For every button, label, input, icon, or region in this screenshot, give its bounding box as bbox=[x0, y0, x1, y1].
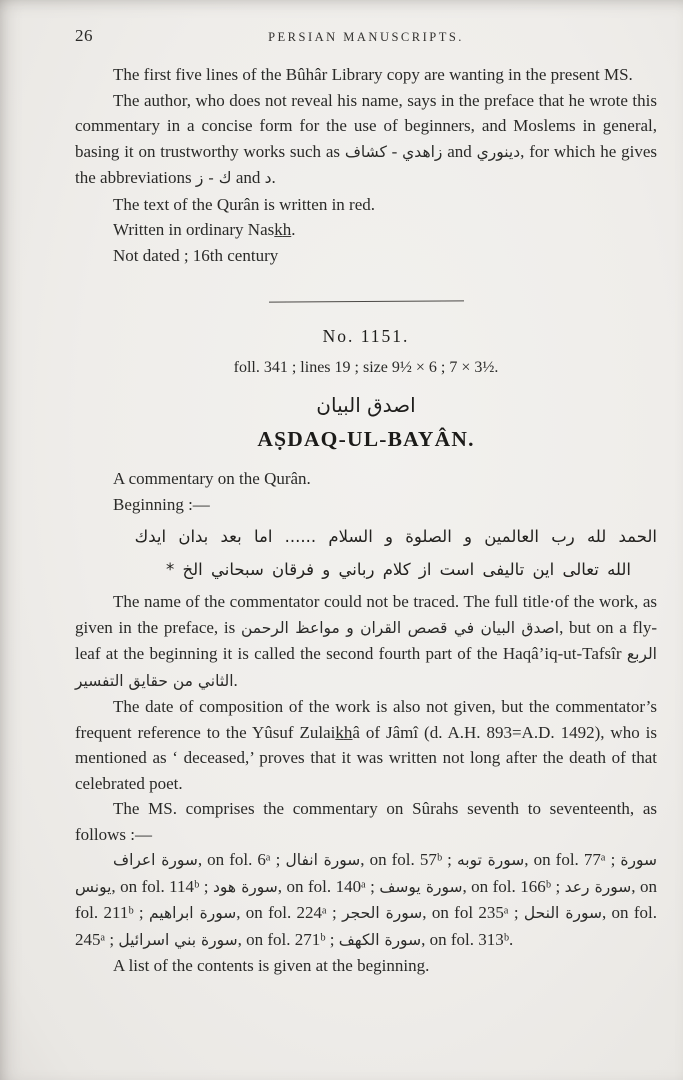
page-header bbox=[75, 26, 657, 46]
period: . bbox=[271, 168, 276, 187]
full-title-text: The name of the commentator could not be traced. The full title·of the work, as given in the preface, is bbox=[75, 592, 657, 637]
arabic-work-kashshaf: كشاف bbox=[344, 142, 387, 161]
surah-folio-nahl: , on fol. 245ᵃ ; bbox=[75, 903, 657, 949]
surah-folio-yusuf: , on fol. 166ᵇ ; bbox=[462, 876, 565, 896]
surah-name-hijr: سورة الحجر bbox=[342, 904, 423, 922]
arabic-haqaiq-title: الربع الثاني من حقايق التفسير bbox=[75, 645, 657, 690]
surah-folio-araf: , on fol. 6ᵃ ; bbox=[197, 850, 286, 869]
surah-folio-rad: , on fol. 211ᵇ ; bbox=[75, 876, 657, 922]
entry-arabic-title: اصدق البيان bbox=[316, 393, 416, 417]
separator-dash: - bbox=[386, 141, 403, 161]
surah-folio-ibrahim: , on fol. 224ᵃ ; bbox=[236, 903, 343, 922]
conjunction-and-2: and bbox=[231, 168, 265, 187]
section-divider bbox=[268, 300, 463, 302]
surah-name-araf: سورة اعراف bbox=[113, 851, 198, 869]
page-number: 26 bbox=[75, 26, 93, 45]
paragraph-author-text: The author, who does not reveal his name, says in the preface that he wrote this commentary in a concise form for the use of beginners, and Moslems in general, basing it on trustworthy works such as bbox=[75, 90, 657, 161]
beginning-arabic-line-1: الحمد لله رب العالمين و الصلوة و السلام ...... اما بعد بدان ايدك bbox=[134, 527, 657, 546]
line-commentary: A commentary on the Qurân. bbox=[113, 469, 311, 488]
surah-folio-tauba: , on fol. 77ᵃ ; bbox=[524, 850, 621, 869]
arabic-abbrev-d: د bbox=[264, 169, 272, 187]
arabic-work-dinawari: دينوري bbox=[476, 142, 521, 161]
arabic-full-title: اصدق البيان في قصص القران و مواعظ الرحمن bbox=[240, 618, 560, 637]
running-title: PERSIAN MANUSCRIPTS. bbox=[268, 30, 464, 44]
beginning-arabic-line-2: الله تعالى اين تاليفى است از كلام رباني و فرقان سبحاني الخ * bbox=[165, 560, 631, 579]
paragraph-author bbox=[75, 88, 657, 192]
paragraph-ms-comprises: The MS. comprises the commentary on Sûrahs seventh to seventeenth, as follows :— bbox=[75, 799, 657, 844]
surah-folio-hijr: , on fol 235ᵃ ; bbox=[422, 903, 524, 922]
paragraph-contents-list: A list of the contents is given at the beginning. bbox=[113, 956, 430, 975]
paragraph-date-composition: The date of composition of the work is also not given, but the commentator’s frequent reference to the Yûsuf Zulaik̲h̲â of Jâmî (d. A.H. 893=A.D. 1492), who is mentioned as ‘ deceased,’ proves that it was written not long after the death of that celebrated poet. bbox=[75, 697, 657, 793]
surah-name-hud: سورة هود bbox=[212, 877, 278, 896]
surah-name-kahf: سورة الكهف bbox=[338, 930, 422, 949]
surah-name-bani-israil: سورة بني اسرائيل bbox=[118, 930, 238, 949]
flyleaf-text: , but on a fly-leaf at the beginning it is called the second fourth part of the Haqâ’iq-ut-Tafsîr bbox=[75, 617, 658, 663]
entry-transliterated-title: AṢDAQ-UL-BAYÂN. bbox=[257, 427, 475, 451]
period-2: . bbox=[233, 670, 238, 690]
paragraph-full-title bbox=[75, 589, 657, 694]
arabic-work-zahidi: زاهدي bbox=[402, 142, 443, 161]
entry-collation: foll. 341 ; lines 19 ; size 9½ × 6 ; 7 × 3½. bbox=[233, 359, 499, 376]
surah-name-rad: سورة رعد bbox=[564, 877, 632, 896]
arabic-abbrev-k-z: ك - ز bbox=[195, 169, 232, 187]
conjunction-and: and bbox=[442, 141, 477, 161]
surah-name-yusuf: سورة يوسف bbox=[379, 877, 463, 896]
surah-folio-bani-israil: , on fol. 271ᵇ ; bbox=[237, 929, 339, 949]
surah-folio-anfal: , on fol. 57ᵇ ; bbox=[360, 850, 457, 869]
surah-folio-kahf: , on fol. 313ᵇ. bbox=[421, 929, 514, 949]
surah-folio-hud: , on fol. 140ᵃ ; bbox=[277, 876, 380, 896]
surah-name-nahl: سورة النحل bbox=[523, 904, 602, 922]
line-not-dated: Not dated ; 16th century bbox=[113, 245, 279, 265]
surah-name-tauba: سورة توبه bbox=[456, 851, 525, 869]
entry-number: No. 1151. bbox=[322, 326, 410, 346]
surah-list-paragraph bbox=[75, 847, 657, 953]
surah-folio-yunus: , on fol. 114ᵇ ; bbox=[111, 876, 213, 896]
surah-name-yunus: سورة يونس bbox=[75, 851, 657, 896]
line-beginning-label: Beginning :— bbox=[113, 494, 210, 514]
surah-name-ibrahim: سورة ابراهيم bbox=[148, 904, 237, 922]
paragraph-first-five-lines: The first five lines of the Bûhâr Library copy are wanting in the present MS. bbox=[113, 65, 633, 84]
line-naskh: Written in ordinary Nask̲h̲. bbox=[113, 220, 296, 239]
surah-name-anfal: سورة انفال bbox=[285, 851, 361, 869]
line-quran-red: The text of the Qurân is written in red. bbox=[113, 194, 376, 214]
abbreviations-text: , for which he gives the abbreviations bbox=[75, 141, 657, 187]
